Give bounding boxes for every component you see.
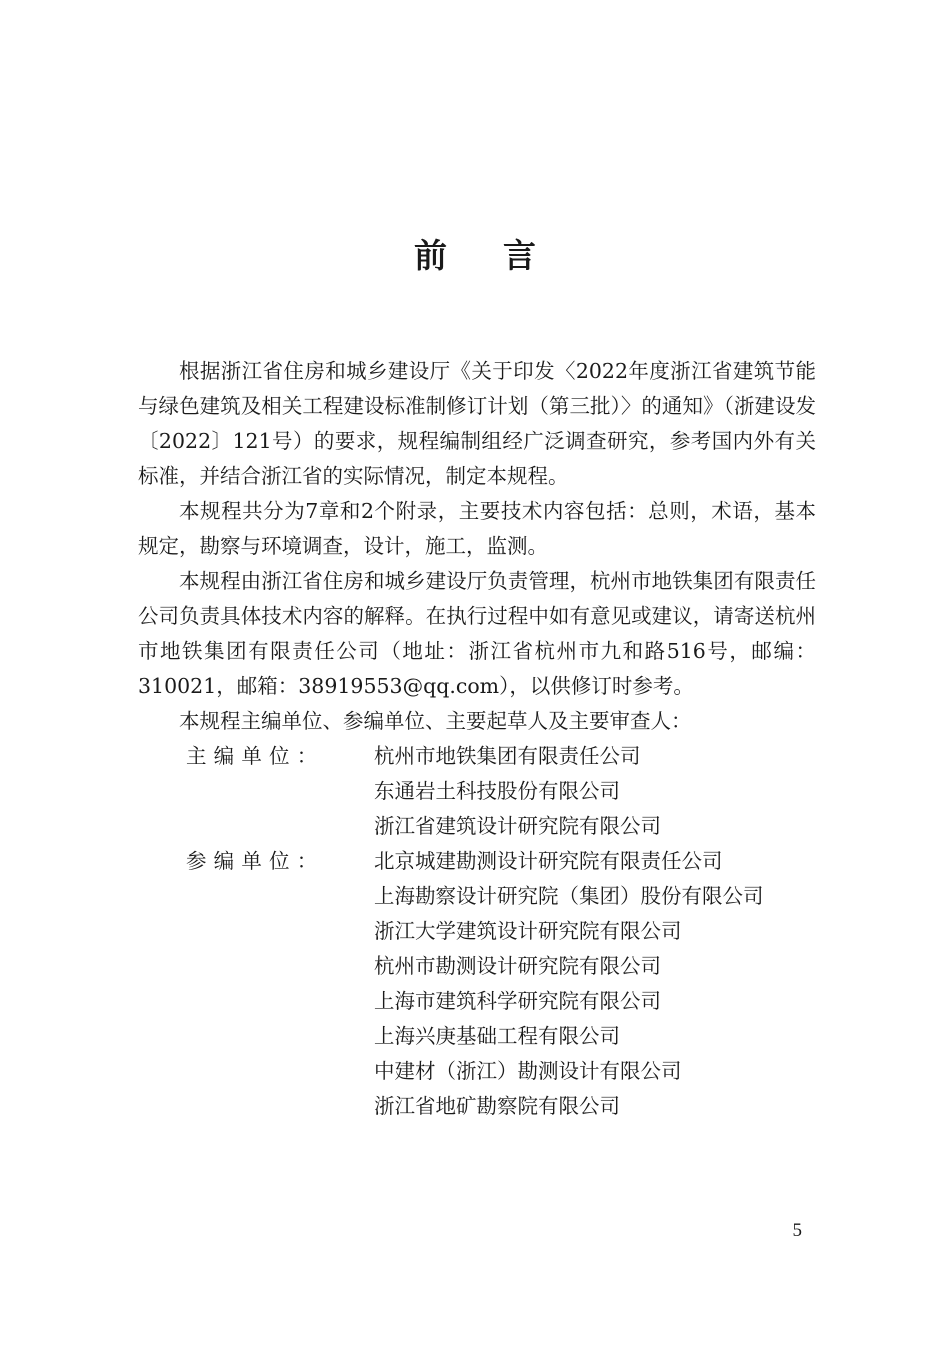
participating-unit: 上海兴庚基础工程有限公司 [374,1024,620,1048]
paragraph-contents: 本规程共分为7章和2个附录，主要技术内容包括：总则，术语，基本规定，勘察与环境调查，设计，施工，监测。 [138,499,816,558]
page-number: 5 [792,1220,802,1241]
preface-body [138,354,816,1124]
participating-unit: 浙江大学建筑设计研究院有限公司 [374,919,682,943]
page-title: 前言 [414,236,592,275]
chief-editor-unit: 东通岩土科技股份有限公司 [374,779,620,803]
chief-editor-unit: 杭州市地铁集团有限责任公司 [374,744,641,768]
participating-unit: 上海勘察设计研究院（集团）股份有限公司 [374,884,764,908]
chief-editor-unit: 浙江省建筑设计研究院有限公司 [374,814,661,838]
participating-unit: 上海市建筑科学研究院有限公司 [374,989,661,1013]
participating-unit: 浙江省地矿勘察院有限公司 [374,1094,620,1118]
paragraph-management: 本规程由浙江省住房和城乡建设厅负责管理，杭州市地铁集团有限责任公司负责具体技术内容的解释。在执行过程中如有意见或建议，请寄送杭州市地铁集团有限责任公司（地址：浙江省杭州市九和路516号，邮编：310021，邮箱：38919553@qq.com），以供修订时参考。 [138,569,816,698]
participating-unit: 杭州市勘测设计研究院有限公司 [374,954,661,978]
participating-units [186,844,816,1124]
participating-label: 参编单位： [186,849,318,873]
paragraph-basis: 根据浙江省住房和城乡建设厅《关于印发〈2022年度浙江省建筑节能与绿色建筑及相关工程建设标准制修订计划（第三批）〉的通知》（浙建设发〔2022〕121号）的要求，规程编制组经广泛调查研究，参考国内外有关标准，并结合浙江省的实际情况，制定本规程。 [138,359,816,488]
chief-editor-label: 主编单位： [186,744,318,768]
participating-unit: 中建材（浙江）勘测设计有限公司 [374,1059,682,1083]
paragraph-units-intro: 本规程主编单位、参编单位、主要起草人及主要审查人： [179,709,692,733]
chief-editor-units [186,739,816,844]
participating-unit: 北京城建勘测设计研究院有限责任公司 [374,849,723,873]
